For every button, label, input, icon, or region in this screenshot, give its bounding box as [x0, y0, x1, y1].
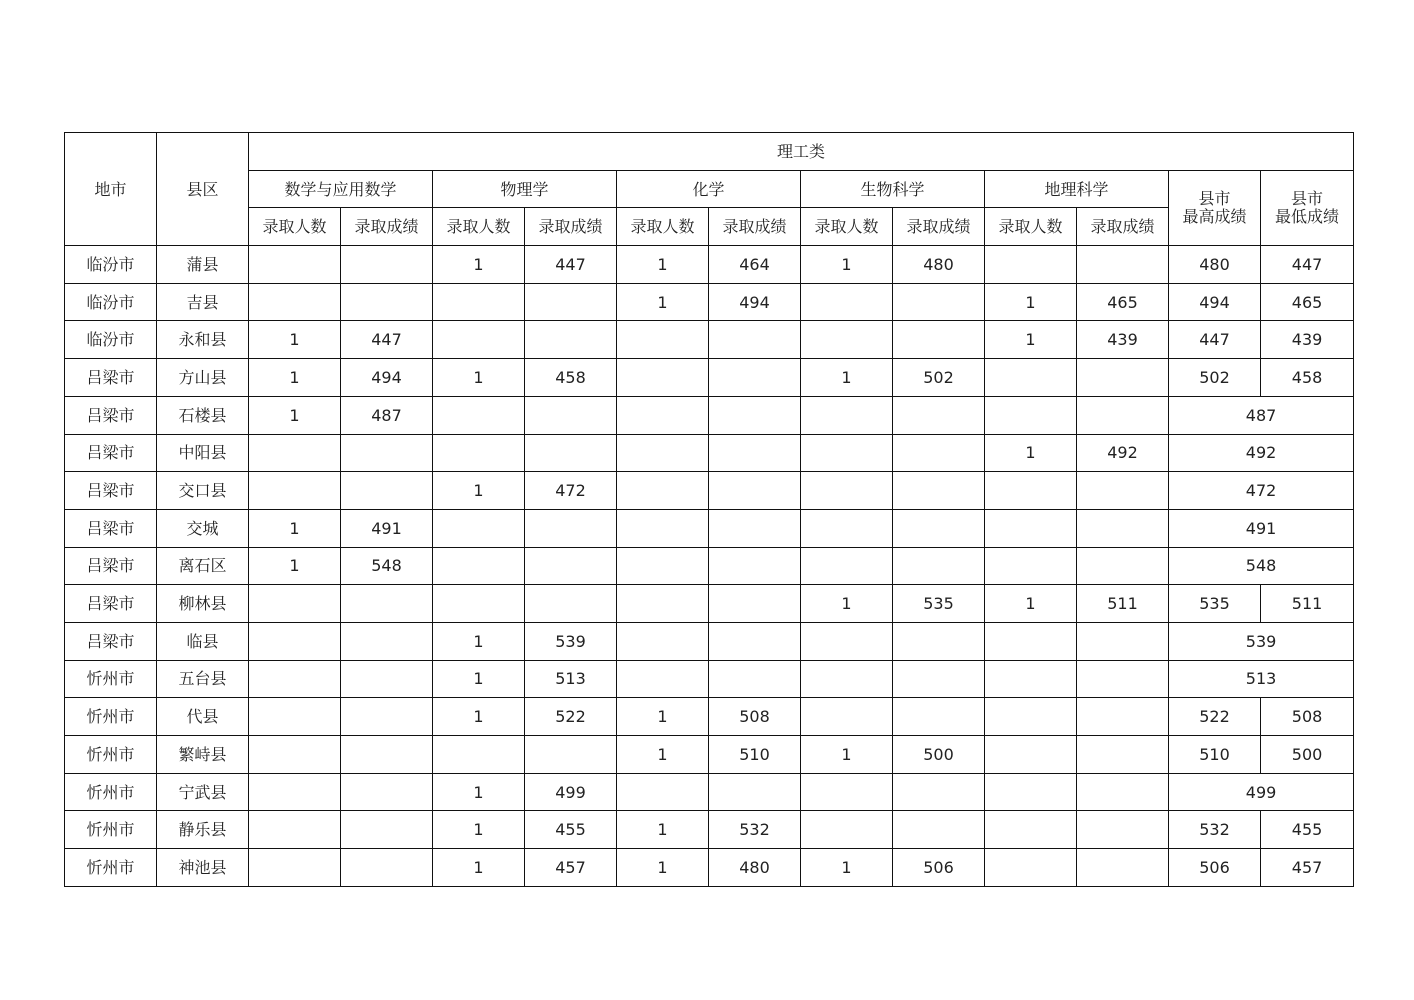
count-cell [617, 547, 709, 585]
county-cell: 五台县 [157, 660, 249, 698]
count-cell [985, 736, 1077, 774]
count-cell [985, 396, 1077, 434]
county-min-cell: 465 [1261, 283, 1354, 321]
count-cell: 1 [617, 811, 709, 849]
subheader-count: 录取人数 [617, 208, 709, 246]
score-table [64, 132, 1354, 887]
count-cell [985, 660, 1077, 698]
score-cell [709, 396, 801, 434]
count-cell [617, 622, 709, 660]
score-cell [341, 773, 433, 811]
score-cell [1077, 509, 1169, 547]
city-cell: 临汾市 [65, 321, 157, 359]
count-cell: 1 [249, 396, 341, 434]
county-max-cell: 506 [1169, 849, 1261, 887]
count-cell [617, 434, 709, 472]
score-cell [341, 434, 433, 472]
count-cell [249, 736, 341, 774]
score-cell: 506 [893, 849, 985, 887]
county-cell: 吉县 [157, 283, 249, 321]
score-cell: 457 [525, 849, 617, 887]
city-cell: 临汾市 [65, 283, 157, 321]
count-cell [249, 773, 341, 811]
score-cell [709, 321, 801, 359]
score-cell [1077, 396, 1169, 434]
score-cell [341, 849, 433, 887]
count-cell [985, 246, 1077, 284]
count-cell: 1 [433, 811, 525, 849]
subheader-count: 录取人数 [801, 208, 893, 246]
county-cell: 交城 [157, 509, 249, 547]
county-cell: 代县 [157, 698, 249, 736]
score-cell [709, 472, 801, 510]
subheader-count: 录取人数 [433, 208, 525, 246]
score-cell [341, 585, 433, 623]
header-county-max-line1: 县市 [1198, 188, 1231, 208]
table-row [65, 396, 1354, 434]
county-cell: 神池县 [157, 849, 249, 887]
count-cell [617, 396, 709, 434]
table-row [65, 773, 1354, 811]
count-cell [801, 547, 893, 585]
count-cell: 1 [249, 547, 341, 585]
count-cell: 1 [433, 246, 525, 284]
city-cell: 吕梁市 [65, 359, 157, 397]
table-row [65, 359, 1354, 397]
count-cell: 1 [617, 246, 709, 284]
table-row [65, 283, 1354, 321]
count-cell [985, 622, 1077, 660]
county-max-cell: 510 [1169, 736, 1261, 774]
score-cell: 439 [1077, 321, 1169, 359]
count-cell: 1 [433, 622, 525, 660]
county-min-cell: 439 [1261, 321, 1354, 359]
count-cell [801, 698, 893, 736]
score-cell [525, 321, 617, 359]
county-min-cell: 458 [1261, 359, 1354, 397]
county-min-cell: 511 [1261, 585, 1354, 623]
subheader-score: 录取成绩 [893, 208, 985, 246]
table-row [65, 547, 1354, 585]
city-cell: 吕梁市 [65, 547, 157, 585]
city-cell: 吕梁市 [65, 472, 157, 510]
county-min-cell: 500 [1261, 736, 1354, 774]
count-cell: 1 [433, 773, 525, 811]
count-cell [617, 585, 709, 623]
city-cell: 吕梁市 [65, 509, 157, 547]
count-cell [617, 509, 709, 547]
score-cell: 494 [341, 359, 433, 397]
count-cell [985, 698, 1077, 736]
county-score-merged-cell: 513 [1169, 660, 1354, 698]
count-cell: 1 [433, 359, 525, 397]
score-cell [893, 622, 985, 660]
table-row [65, 660, 1354, 698]
count-cell [801, 321, 893, 359]
score-cell: 465 [1077, 283, 1169, 321]
score-cell [709, 359, 801, 397]
count-cell [249, 849, 341, 887]
count-cell: 1 [249, 359, 341, 397]
county-cell: 静乐县 [157, 811, 249, 849]
count-cell: 1 [985, 321, 1077, 359]
subheader-score: 录取成绩 [341, 208, 433, 246]
county-score-merged-cell: 491 [1169, 509, 1354, 547]
county-score-merged-cell: 472 [1169, 472, 1354, 510]
score-cell [525, 736, 617, 774]
count-cell [433, 283, 525, 321]
count-cell [801, 773, 893, 811]
score-cell [1077, 547, 1169, 585]
score-cell: 447 [525, 246, 617, 284]
city-cell: 忻州市 [65, 849, 157, 887]
county-cell: 临县 [157, 622, 249, 660]
county-cell: 离石区 [157, 547, 249, 585]
count-cell [801, 622, 893, 660]
count-cell: 1 [433, 660, 525, 698]
score-cell [525, 509, 617, 547]
score-cell [1077, 660, 1169, 698]
score-cell [893, 472, 985, 510]
count-cell [617, 472, 709, 510]
score-cell: 511 [1077, 585, 1169, 623]
county-score-merged-cell: 499 [1169, 773, 1354, 811]
score-cell [1077, 246, 1169, 284]
county-min-cell: 447 [1261, 246, 1354, 284]
header-city: 地市 [65, 133, 157, 246]
count-cell [617, 321, 709, 359]
county-min-cell: 457 [1261, 849, 1354, 887]
county-cell: 方山县 [157, 359, 249, 397]
header-subject-geography: 地理科学 [985, 170, 1169, 208]
score-cell [709, 773, 801, 811]
count-cell [249, 283, 341, 321]
city-cell: 吕梁市 [65, 396, 157, 434]
subheader-count: 录取人数 [985, 208, 1077, 246]
county-score-merged-cell: 539 [1169, 622, 1354, 660]
count-cell: 1 [617, 698, 709, 736]
table-row [65, 622, 1354, 660]
score-cell [893, 396, 985, 434]
score-cell [893, 660, 985, 698]
county-cell: 繁峙县 [157, 736, 249, 774]
score-cell: 548 [341, 547, 433, 585]
county-cell: 交口县 [157, 472, 249, 510]
county-cell: 宁武县 [157, 773, 249, 811]
county-cell: 石楼县 [157, 396, 249, 434]
count-cell [617, 660, 709, 698]
score-cell: 494 [709, 283, 801, 321]
count-cell [801, 396, 893, 434]
score-cell [341, 811, 433, 849]
table-row [65, 434, 1354, 472]
count-cell [801, 283, 893, 321]
score-cell [1077, 773, 1169, 811]
score-cell: 487 [341, 396, 433, 434]
table-row [65, 849, 1354, 887]
score-cell: 508 [709, 698, 801, 736]
count-cell [985, 472, 1077, 510]
table-row [65, 736, 1354, 774]
count-cell [249, 472, 341, 510]
header-category: 理工类 [249, 133, 1354, 171]
score-cell: 458 [525, 359, 617, 397]
city-cell: 吕梁市 [65, 585, 157, 623]
score-cell: 532 [709, 811, 801, 849]
count-cell: 1 [433, 849, 525, 887]
header-county-max-line2: 最高成绩 [1182, 206, 1247, 226]
score-cell: 480 [709, 849, 801, 887]
score-cell [1077, 811, 1169, 849]
county-score-merged-cell: 492 [1169, 434, 1354, 472]
count-cell [433, 585, 525, 623]
city-cell: 忻州市 [65, 736, 157, 774]
score-cell: 499 [525, 773, 617, 811]
county-cell: 蒲县 [157, 246, 249, 284]
score-cell: 502 [893, 359, 985, 397]
county-score-merged-cell: 548 [1169, 547, 1354, 585]
score-cell [709, 434, 801, 472]
count-cell [433, 321, 525, 359]
score-cell: 447 [341, 321, 433, 359]
score-cell [893, 434, 985, 472]
table-row [65, 321, 1354, 359]
score-cell [893, 283, 985, 321]
count-cell [985, 509, 1077, 547]
subheader-score: 录取成绩 [525, 208, 617, 246]
count-cell: 1 [617, 736, 709, 774]
score-cell: 510 [709, 736, 801, 774]
score-cell: 535 [893, 585, 985, 623]
subheader-count: 录取人数 [249, 208, 341, 246]
count-cell: 1 [249, 321, 341, 359]
count-cell: 1 [617, 849, 709, 887]
count-cell [249, 622, 341, 660]
score-cell [1077, 359, 1169, 397]
score-cell: 472 [525, 472, 617, 510]
count-cell [249, 698, 341, 736]
score-cell [1077, 472, 1169, 510]
count-cell [433, 434, 525, 472]
county-min-cell: 455 [1261, 811, 1354, 849]
count-cell [249, 434, 341, 472]
header-subject-math: 数学与应用数学 [249, 170, 433, 208]
table-row [65, 698, 1354, 736]
score-cell [341, 660, 433, 698]
county-max-cell: 522 [1169, 698, 1261, 736]
score-cell [341, 736, 433, 774]
count-cell: 1 [249, 509, 341, 547]
count-cell [433, 547, 525, 585]
count-cell: 1 [985, 283, 1077, 321]
count-cell [985, 811, 1077, 849]
score-cell [893, 773, 985, 811]
table-row [65, 509, 1354, 547]
count-cell [249, 585, 341, 623]
count-cell: 1 [617, 283, 709, 321]
county-max-cell: 494 [1169, 283, 1261, 321]
subheader-score: 录取成绩 [1077, 208, 1169, 246]
count-cell [985, 547, 1077, 585]
count-cell: 1 [985, 585, 1077, 623]
header-subject-physics: 物理学 [433, 170, 617, 208]
count-cell [617, 773, 709, 811]
count-cell [433, 736, 525, 774]
city-cell: 吕梁市 [65, 434, 157, 472]
count-cell: 1 [801, 585, 893, 623]
count-cell [249, 660, 341, 698]
score-cell [1077, 849, 1169, 887]
header-county-max [1169, 170, 1261, 245]
score-cell [341, 622, 433, 660]
table-row [65, 811, 1354, 849]
count-cell: 1 [985, 434, 1077, 472]
city-cell: 忻州市 [65, 698, 157, 736]
count-cell [433, 396, 525, 434]
table-row [65, 472, 1354, 510]
count-cell: 1 [801, 359, 893, 397]
county-max-cell: 532 [1169, 811, 1261, 849]
score-cell [893, 811, 985, 849]
county-max-cell: 502 [1169, 359, 1261, 397]
count-cell [801, 434, 893, 472]
score-cell [525, 547, 617, 585]
count-cell: 1 [801, 849, 893, 887]
score-cell [341, 246, 433, 284]
score-cell: 500 [893, 736, 985, 774]
county-cell: 柳林县 [157, 585, 249, 623]
city-cell: 吕梁市 [65, 622, 157, 660]
score-cell [1077, 698, 1169, 736]
score-cell: 539 [525, 622, 617, 660]
count-cell [249, 811, 341, 849]
count-cell [801, 660, 893, 698]
city-cell: 临汾市 [65, 246, 157, 284]
score-cell [341, 283, 433, 321]
score-cell [893, 509, 985, 547]
count-cell [985, 773, 1077, 811]
count-cell [985, 359, 1077, 397]
county-cell: 永和县 [157, 321, 249, 359]
count-cell: 1 [433, 698, 525, 736]
city-cell: 忻州市 [65, 773, 157, 811]
subheader-score: 录取成绩 [709, 208, 801, 246]
count-cell [801, 509, 893, 547]
score-cell: 522 [525, 698, 617, 736]
score-cell [525, 434, 617, 472]
score-cell [893, 321, 985, 359]
score-cell [709, 622, 801, 660]
table-row [65, 585, 1354, 623]
count-cell: 1 [801, 736, 893, 774]
table-row [65, 246, 1354, 284]
score-cell [341, 472, 433, 510]
score-cell [709, 660, 801, 698]
score-cell [709, 509, 801, 547]
header-subject-biology: 生物科学 [801, 170, 985, 208]
score-cell [1077, 622, 1169, 660]
header-county: 县区 [157, 133, 249, 246]
score-cell: 492 [1077, 434, 1169, 472]
county-max-cell: 535 [1169, 585, 1261, 623]
score-cell [341, 698, 433, 736]
count-cell [617, 359, 709, 397]
count-cell [801, 811, 893, 849]
score-cell: 464 [709, 246, 801, 284]
count-cell [801, 472, 893, 510]
county-max-cell: 480 [1169, 246, 1261, 284]
score-cell: 455 [525, 811, 617, 849]
count-cell: 1 [433, 472, 525, 510]
score-cell: 513 [525, 660, 617, 698]
header-county-min [1261, 170, 1354, 245]
score-cell [525, 396, 617, 434]
header-county-min-line1: 县市 [1291, 188, 1324, 208]
score-cell: 480 [893, 246, 985, 284]
score-cell [709, 547, 801, 585]
count-cell [433, 509, 525, 547]
city-cell: 忻州市 [65, 660, 157, 698]
count-cell [985, 849, 1077, 887]
county-score-merged-cell: 487 [1169, 396, 1354, 434]
score-cell [893, 698, 985, 736]
score-cell [893, 547, 985, 585]
header-subject-chemistry: 化学 [617, 170, 801, 208]
score-cell [1077, 736, 1169, 774]
county-cell: 中阳县 [157, 434, 249, 472]
score-cell [525, 585, 617, 623]
county-max-cell: 447 [1169, 321, 1261, 359]
county-min-cell: 508 [1261, 698, 1354, 736]
score-cell [709, 585, 801, 623]
count-cell [249, 246, 341, 284]
score-cell: 491 [341, 509, 433, 547]
count-cell: 1 [801, 246, 893, 284]
header-county-min-line2: 最低成绩 [1275, 206, 1340, 226]
score-cell [525, 283, 617, 321]
city-cell: 忻州市 [65, 811, 157, 849]
